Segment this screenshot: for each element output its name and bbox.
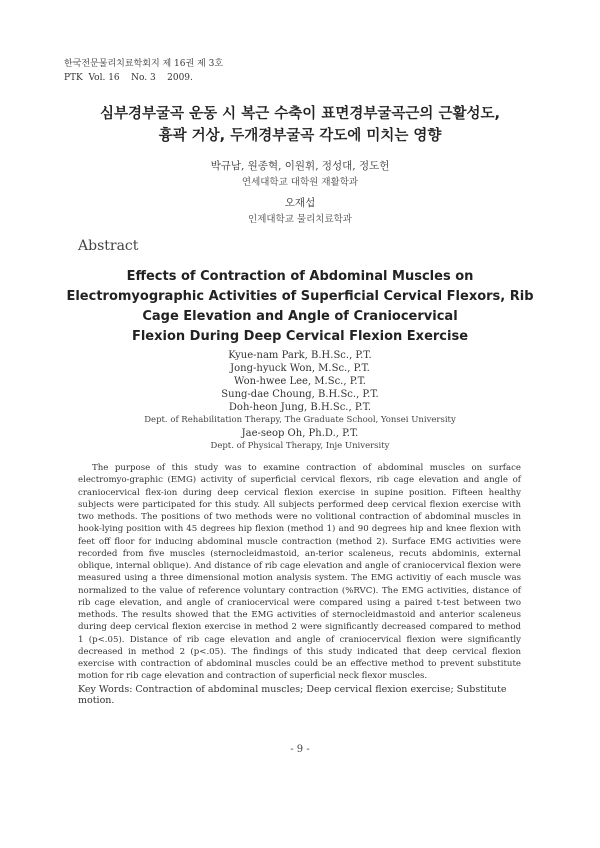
abstract-body: The purpose of this study was to examine contraction of abdominal muscles on surface electromyo-graphic (EMG) activity of superficial cervical flexors, rib cage elevation and angle of craniocervical flex-ion during deep cervical flexion exercise in supine position. Fifteen healthy subjects were participated for this study. All subjects performed deep cervical flexion exercise with two methods. The positions of two methods were no volitional contraction of abdominal muscles in hook-lying position with 45 degrees hip flexion (method 1) and 90 degrees hip and knee flexion with feet off floor for inducing abdominal muscle contraction (method 2). Surface EMG activities were recorded from five muscles (sternocleidmastoid, an-terior scaleneus, recuts abdominis, external oblique, internal oblique). And distance of rib cage elevation and angle of craniocervical flexion were measured using a three dimensional motion analysis system. The EMG activitiy of each muscle was normalized to the value of reference voluntary contraction (%RVC). The EMG activities, distance of rib cage elevation, and angle of craniocervical were compared using a paired t-test between two methods. The results showed that the EMG activities of sternocleidmastoid and anterior scaleneus during deep cervical flexion exercise in method 2 were significantly decreased compared to method 1 (p<.05). Distance of rib cage elevation and angle of craniocervical flexion were significantly decreased in method 2 (p<.05). The findings of this study indicated that deep cervical flexion exercise with contraction of abdominal muscles could be an effective method to prevent substitute motion for rib cage elevation and contraction of superficial neck flexor muscles. [78, 463, 521, 682]
abstract-heading: Abstract [78, 238, 139, 254]
korean-title [40, 103, 560, 147]
english-title-line-3: Cage Elevation and Angle of Craniocervical [142, 309, 458, 324]
english-title-line-1: Effects of Contraction of Abdominal Muscles on [126, 269, 474, 284]
english-title-line-2: Electromyographic Activities of Superficial Cervical Flexors, Rib [66, 289, 534, 304]
korean-title-line-1: 심부경부굴곡 운동 시 복근 수축이 표면경부굴곡근의 근활성도, [100, 106, 500, 122]
korean-affiliation-1: 연세대학교 대학원 재활학과 [241, 177, 359, 188]
author-2: Jong-hyuck Won, M.Sc., P.T. [230, 363, 370, 374]
journal-header [64, 57, 223, 85]
korean-affiliation-2: 인제대학교 물리치료학과 [248, 214, 352, 225]
korean-authors-1: 박규남, 원종혁, 이원휘, 정성대, 정도헌 [210, 160, 390, 172]
author-6: Jae-seop Oh, Ph.D., P.T. [241, 428, 359, 439]
english-title-line-4: Flexion During Deep Cervical Flexion Exercise [131, 329, 469, 344]
key-words: Key Words: Contraction of abdominal muscles; Deep cervical flexion exercise; Substitute motion. [78, 684, 507, 706]
english-title [40, 267, 560, 347]
affiliation-1: Dept. of Rehabilitation Therapy, The Graduate School, Yonsei University [144, 415, 456, 425]
page-number: - 9 - [290, 744, 310, 755]
author-1: Kyue-nam Park, B.H.Sc., P.T. [228, 350, 372, 361]
english-authors [0, 349, 600, 453]
korean-title-line-2: 흉곽 거상, 두개경부굴곡 각도에 미치는 영향 [158, 128, 442, 144]
author-3: Won-hwee Lee, M.Sc., P.T. [234, 376, 366, 387]
author-5: Doh-heon Jung, B.H.Sc., P.T. [228, 402, 372, 413]
korean-authors-2: 오재섭 [284, 197, 316, 209]
affiliation-2: Dept. of Physical Therapy, Inje University [210, 441, 390, 451]
journal-name: 한국전문물리치료학회지 제 16권 제 3호 [64, 59, 224, 69]
journal-volume: PTK Vol. 16 No. 3 2009. [64, 73, 193, 83]
author-4: Sung-dae Choung, B.H.Sc., P.T. [221, 389, 379, 400]
